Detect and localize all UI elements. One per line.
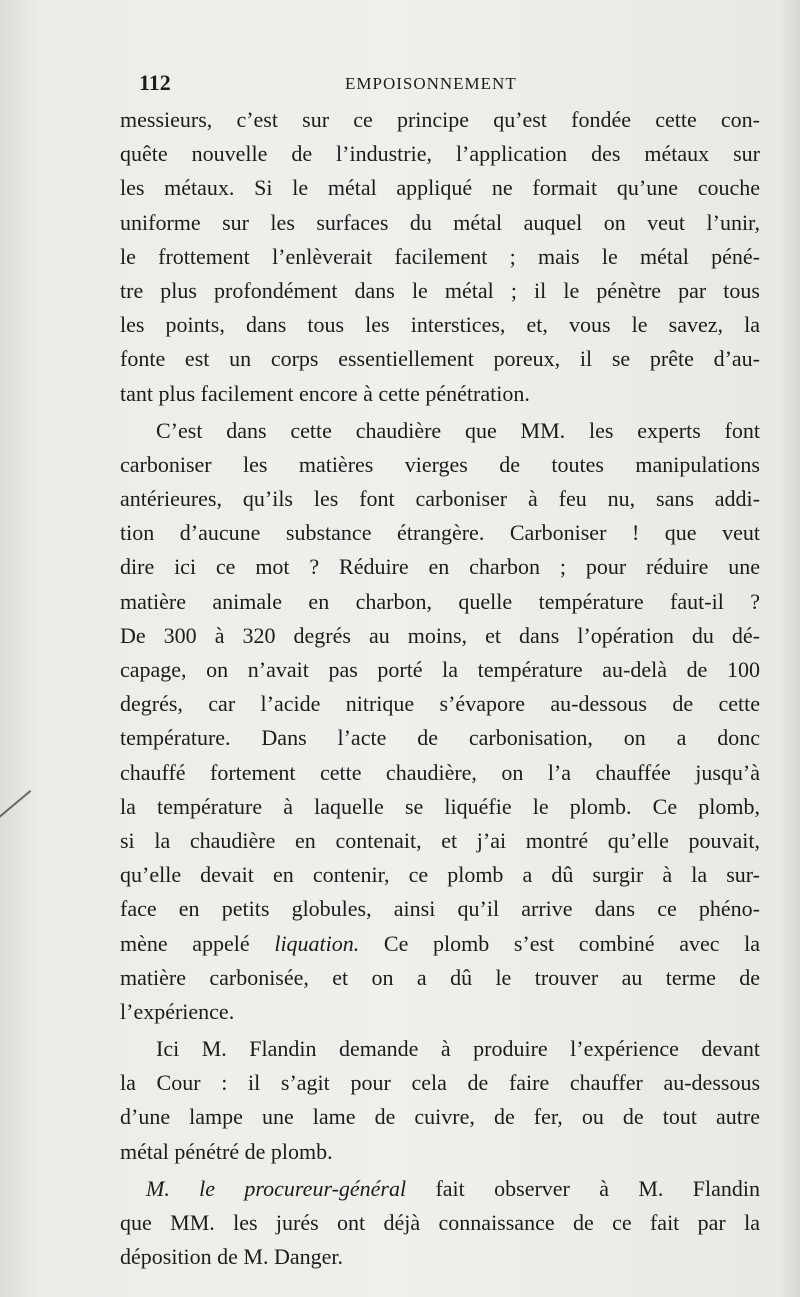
text-line: la Cour : il s’agit pour cela de faire chauffer au-dessous [120, 1070, 760, 1096]
text-line: matière animale en charbon, quelle température faut-il ? [120, 588, 760, 614]
text-line: dire ici ce mot ? Réduire en charbon ; pour réduire une [120, 554, 760, 580]
text-line: tant plus facilement encore à cette pénétration. [120, 380, 530, 406]
text-line: quête nouvelle de l’industrie, l’application des métaux sur [120, 141, 760, 167]
page-header [135, 70, 755, 100]
text-segment: mène appelé [120, 930, 275, 956]
paragraph-3 [120, 1032, 760, 1169]
text-line: si la chaudière en contenait, et j’ai montré qu’elle pouvait, [120, 827, 760, 853]
text-line: degrés, car l’acide nitrique s’évapore au-dessous de cette [120, 691, 760, 717]
text-line: le frottement l’enlèverait facilement ; mais le métal péné- [120, 243, 760, 269]
text-segment: Ce plomb s’est combiné avec la [359, 930, 760, 956]
text-segment: fait observer à M. Flandin [406, 1175, 760, 1201]
text-line: messieurs, c’est sur ce principe qu’est fondée cette con- [120, 107, 760, 132]
running-head: EMPOISONNEMENT [345, 74, 517, 93]
text-line: qu’elle devait en contenir, ce plomb a dû surgir à la sur- [120, 862, 760, 888]
text-line: antérieures, qu’ils les font carboniser à feu nu, sans addi- [120, 486, 760, 512]
text-line: l’expérience. [120, 998, 235, 1024]
text-line-with-italic [120, 927, 760, 961]
page-number: 112 [139, 70, 171, 95]
paragraph-4 [120, 1172, 760, 1275]
text-line: que MM. les jurés ont déjà connaissance de ce fait par la [120, 1210, 760, 1235]
text-line: température. Dans l’acte de carbonisation, on a donc [120, 725, 760, 751]
italic-speaker: M. le procureur-général [146, 1175, 407, 1201]
text-line: carboniser les matières vierges de toutes manipulations [120, 451, 760, 477]
text-line: C’est dans cette chaudière que MM. les experts font [156, 417, 760, 443]
text-line: Ici M. Flandin demande à produire l’expérience devant [156, 1036, 760, 1062]
text-line: les points, dans tous les interstices, et, vous le savez, la [120, 312, 760, 338]
text-line: métal pénétré de plomb. [120, 1138, 333, 1164]
text-line: uniforme sur les surfaces du métal auquel on veut l’unir, [120, 209, 760, 235]
italic-term: liquation. [274, 930, 360, 956]
paragraph-2 [120, 414, 760, 1029]
text-line: face en petits globules, ainsi qu’il arrive dans ce phéno- [120, 896, 760, 922]
text-line-with-italic [120, 1172, 760, 1206]
text-line: la température à laquelle se liquéfie le plomb. Ce plomb, [120, 793, 760, 819]
text-line: fonte est un corps essentiellement poreux, il se prête d’au- [120, 346, 760, 372]
text-line: déposition de M. Danger. [120, 1244, 344, 1270]
text-line: tre plus profondément dans le métal ; il le pénètre par tous [120, 277, 760, 303]
text-line: De 300 à 320 degrés au moins, et dans l’opération du dé- [120, 622, 760, 648]
text-line: d’une lampe une lame de cuivre, de fer, ou de tout autre [120, 1104, 760, 1130]
text-line: chauffé fortement cette chaudière, on l’a chauffée jusqu’à [120, 759, 760, 785]
pencil-mark [0, 790, 31, 830]
paragraph-1 [120, 103, 760, 411]
text-line: tion d’aucune substance étrangère. Carboniser ! que veut [120, 520, 760, 546]
text-line: capage, on n’avait pas porté la température au-delà de 100 [120, 657, 760, 682]
text-line: les métaux. Si le métal appliqué ne formait qu’une couche [120, 175, 760, 201]
text-line: matière carbonisée, et on a dû le trouver au terme de [120, 964, 760, 990]
body-text [120, 103, 760, 1274]
